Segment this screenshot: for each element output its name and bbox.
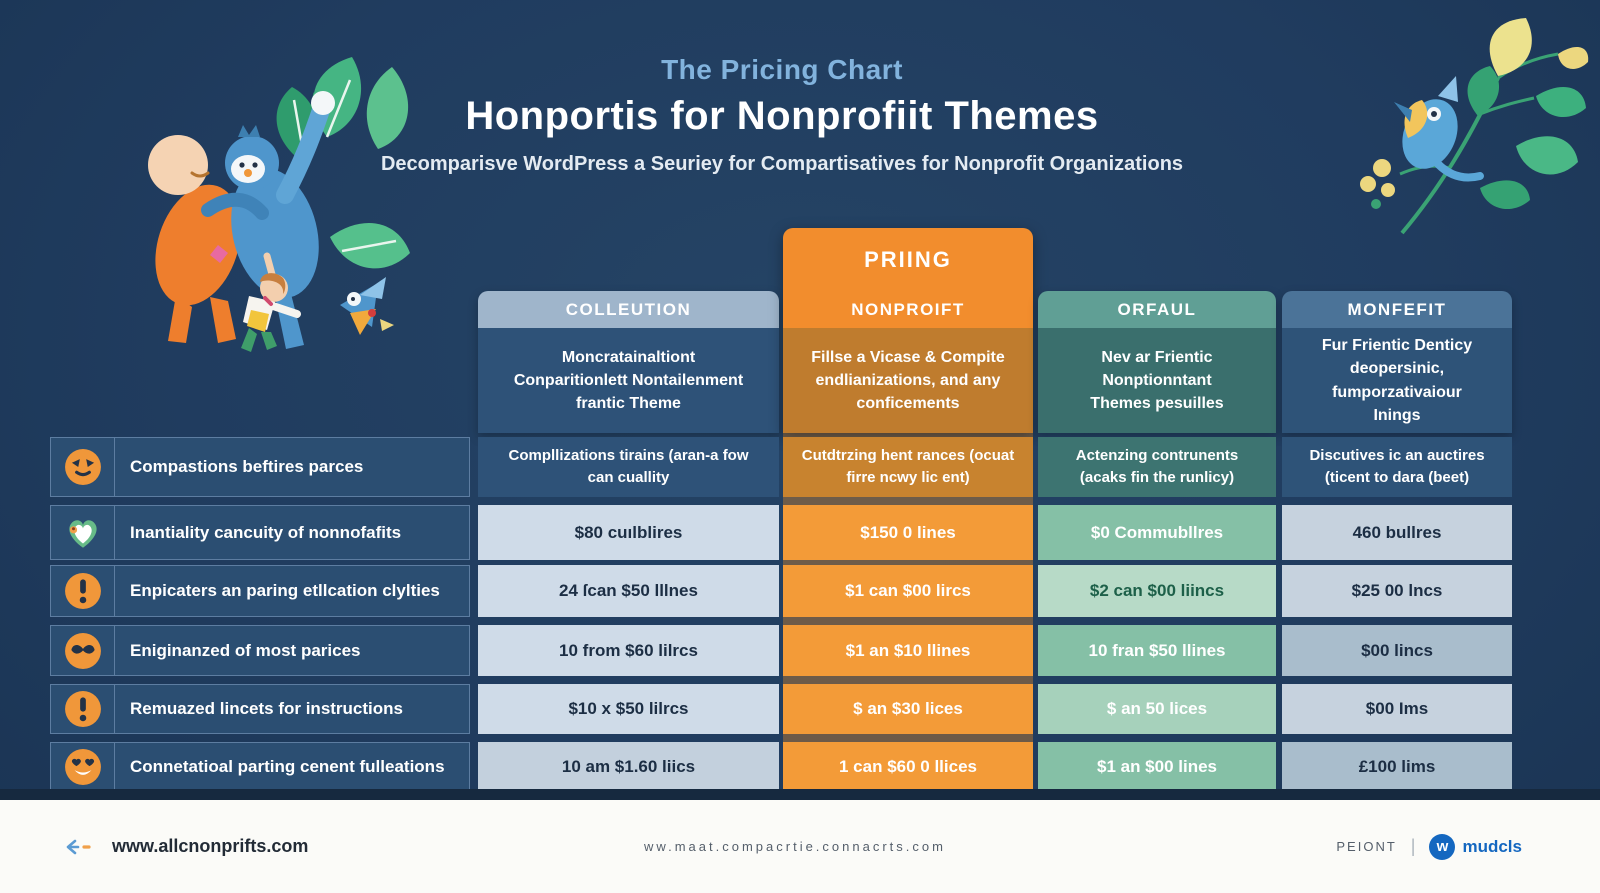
footer-divider: | — [1410, 836, 1416, 856]
heart-icon — [51, 506, 115, 559]
column-header: NONPROIFT — [783, 291, 1033, 328]
feature-label: Compastions beftires parces — [130, 457, 364, 476]
smiley-hearts-icon — [51, 743, 115, 791]
table-cell: 10 fran $50 llines — [1038, 625, 1276, 676]
feature-label: Eniginanzed of most parices — [130, 640, 361, 660]
flying-child-illustration — [205, 248, 315, 358]
table-cell: Compllizations tirains (aran-a fow can cuallity — [478, 437, 779, 497]
feature-label: Enpicaters an paring etllcation clylties — [130, 581, 440, 600]
column-description: Fillse a Vicase & Compite endlianizations, and any conficements — [783, 328, 1033, 433]
feature-label: Inantiality cancuity of nonnofafits — [130, 522, 402, 542]
table-cell: $1 an $10 llines — [783, 625, 1033, 676]
pricing-badge: PRIING — [783, 228, 1033, 291]
brand-name: mudcls — [1462, 836, 1522, 856]
table-cell: Cutdtrzing hent rances (ocuat firre ncwy lic ent) — [783, 437, 1033, 497]
table-cell: Discutives ic an auctires (ticent to dara (beet) — [1282, 437, 1512, 497]
table-cell: $ an 50 lices — [1038, 684, 1276, 734]
footer-center-url[interactable]: ww.maat.compacrtie.connacrts.com — [644, 839, 946, 854]
table-cell: $1 an $00 lines — [1038, 742, 1276, 792]
table-cell: Actenzing contrunents (acaks fin the runlicy) — [1038, 437, 1276, 497]
column-header: COLLEUTION — [478, 291, 779, 328]
table-bottom-divider — [0, 789, 1600, 800]
feature-row-label — [50, 565, 470, 617]
table-cell: $ an $30 lices — [783, 684, 1033, 734]
footer-website-url[interactable]: www.allcnonprifts.com — [112, 836, 309, 856]
table-cell: 10 from $60 lilrcs — [478, 625, 779, 676]
table-cell: $25 00 lncs — [1282, 565, 1512, 617]
feature-row-label — [50, 505, 470, 560]
table-cell: 10 am $1.60 liics — [478, 742, 779, 792]
feature-label: Remuazed lincets for instructions — [130, 699, 403, 718]
eyebrow-title: The Pricing Chart — [661, 54, 903, 85]
table-cell: £100 lims — [1282, 742, 1512, 792]
column-header: MONFEFIT — [1282, 291, 1512, 328]
face-icon — [51, 438, 115, 496]
table-cell: 1 can $60 0 llices — [783, 742, 1033, 792]
feature-row-label — [50, 625, 470, 676]
feature-row-label — [50, 742, 470, 792]
column-card-colleution — [478, 291, 779, 433]
table-cell: $2 can $00 liincs — [1038, 565, 1276, 617]
brand-badge-icon: w — [1429, 834, 1455, 860]
column-description: Moncratainaltiont Conparitionlett Nontailenment frantic Theme — [478, 328, 779, 433]
column-card-nonproift — [783, 228, 1033, 433]
table-cell: 24 ſcan $50 lllnes — [478, 565, 779, 617]
title-block — [0, 54, 1564, 176]
mustache-icon — [51, 626, 115, 675]
feature-row-label — [50, 437, 470, 497]
column-description: Fur Frientic Denticy deopersinic, fumporzativaiour Inings — [1282, 328, 1512, 433]
page-title: Honportis for Nonprofiit Themes — [465, 94, 1099, 138]
column-description: Nev ar Frientic Nonptionntant Themes pesuilles — [1038, 328, 1276, 433]
feature-row-label — [50, 684, 470, 734]
table-cell: $00 lincs — [1282, 625, 1512, 676]
column-header: ORFAUL — [1038, 291, 1276, 328]
small-bird-illustration — [320, 265, 400, 350]
table-cell: 460 bullres — [1282, 505, 1512, 560]
table-cell: $0 Commubllres — [1038, 505, 1276, 560]
table-cell: $150 0 lines — [783, 505, 1033, 560]
column-card-orfaul — [1038, 291, 1276, 433]
page-subtitle: Decomparisve WordPress a Seuriey for Compartisatives for Nonprofit Organizations — [380, 153, 1184, 175]
table-cell: $10 x $50 lilrcs — [478, 684, 779, 734]
exclamation-icon — [51, 685, 115, 733]
column-card-monfefit — [1282, 291, 1512, 433]
feature-label: Connetatioal parting cenent fulleations — [130, 757, 445, 776]
footer-right-label: PEIONT — [1336, 839, 1397, 854]
exclamation-icon — [51, 566, 115, 616]
table-cell: $80 cuılblires — [478, 505, 779, 560]
table-cell: $1 can $00 lircs — [783, 565, 1033, 617]
table-cell: $00 Ims — [1282, 684, 1512, 734]
footer — [0, 800, 1600, 893]
